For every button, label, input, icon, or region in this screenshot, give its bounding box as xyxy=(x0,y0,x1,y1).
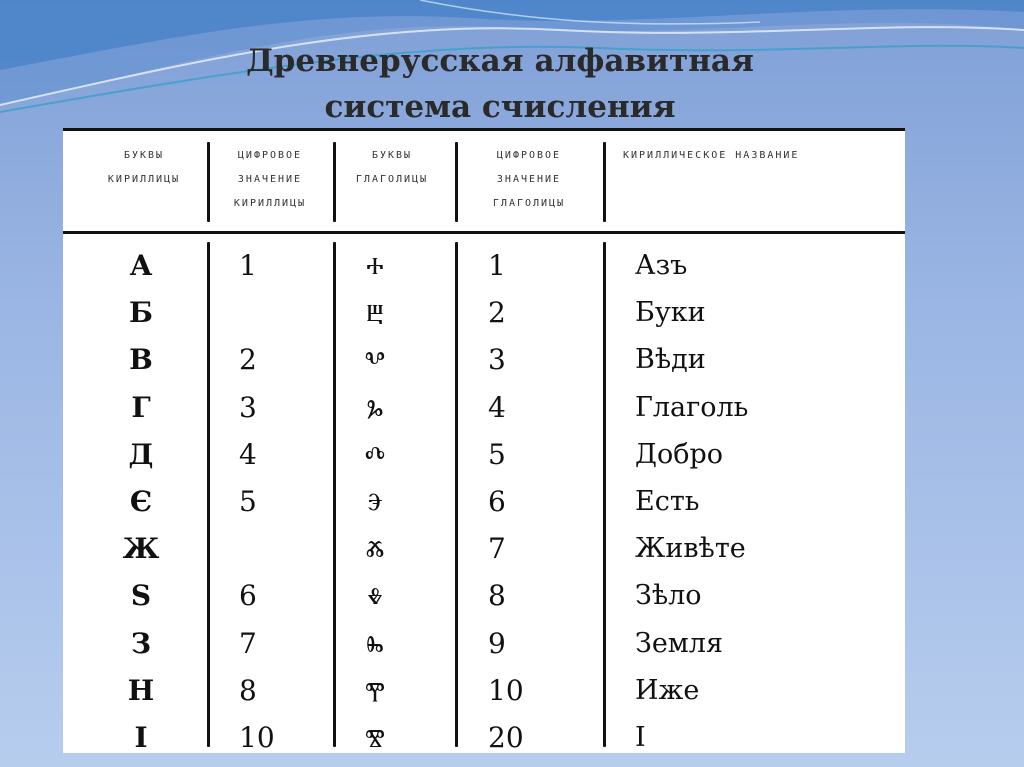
glagolitic-letter: Ⰹ xyxy=(364,676,386,705)
header-glagolitic-letters xyxy=(329,144,455,192)
cyrillic-name: Иже xyxy=(635,674,700,706)
cyrillic-letter: Н xyxy=(127,673,155,707)
glagolitic-letter: Ⰸ xyxy=(366,629,384,658)
cyrillic-name: Азъ xyxy=(635,250,688,281)
cyrillic-letter: Б xyxy=(129,296,153,330)
glagolitic-letter: Ⰴ xyxy=(364,440,386,469)
column-divider xyxy=(207,242,210,747)
header-text: КИРИЛЛИЦЫ xyxy=(233,198,307,209)
cyrillic-name: Буки xyxy=(635,297,706,329)
cyrillic-value: 4 xyxy=(239,437,257,471)
cyrillic-letter: В xyxy=(129,343,153,377)
cyrillic-letter: І xyxy=(134,721,148,754)
cyrillic-value: 7 xyxy=(239,626,257,660)
cyrillic-letter: Ж xyxy=(122,532,160,566)
header-text: БУКВЫ xyxy=(123,150,165,161)
header-text: ГЛАГОЛИЦЫ xyxy=(492,198,566,209)
column-divider xyxy=(603,242,606,747)
glagolitic-letter: Ⰳ xyxy=(366,393,384,422)
cyrillic-value: 5 xyxy=(239,485,257,518)
table-header-rule xyxy=(63,231,905,234)
glagolitic-letter: Ⰷ xyxy=(367,582,383,611)
cyrillic-value: 10 xyxy=(239,721,275,754)
header-text: ЦИФРОВОЕ xyxy=(237,150,303,161)
glagolitic-value: 3 xyxy=(488,343,506,377)
cyrillic-name: Живѣте xyxy=(635,533,746,565)
glagolitic-value: 7 xyxy=(488,532,506,566)
glagolitic-value: 5 xyxy=(488,437,506,471)
header-cyrillic-name xyxy=(623,144,893,168)
cyrillic-letter: Д xyxy=(128,437,154,471)
slide-title xyxy=(0,38,1000,130)
column-divider xyxy=(333,242,336,747)
slide-title-line-2: система счисления xyxy=(324,89,676,125)
cyrillic-letter: А xyxy=(129,249,153,282)
glagolitic-value: 1 xyxy=(488,249,506,282)
cyrillic-name: І xyxy=(635,722,646,753)
glagolitic-value: 20 xyxy=(488,721,524,754)
cyrillic-value: 2 xyxy=(239,343,257,377)
cyrillic-name: Земля xyxy=(635,627,723,659)
cyrillic-name: Вѣди xyxy=(635,344,706,376)
cyrillic-value: 6 xyxy=(239,579,257,613)
glagolitic-value: 8 xyxy=(488,579,506,613)
header-text: КИРИЛЛИЧЕСКОЕ НАЗВАНИЕ xyxy=(623,150,800,161)
cyrillic-letter: З xyxy=(130,626,152,660)
header-text: ЦИФРОВОЕ xyxy=(496,150,562,161)
header-text: ГЛАГОЛИЦЫ xyxy=(355,174,429,185)
glagolitic-value: 2 xyxy=(488,296,506,330)
cyrillic-name: Добро xyxy=(635,438,724,470)
header-text: КИРИЛЛИЦЫ xyxy=(107,174,181,185)
slide-title-line-1: Древнерусская алфавитная xyxy=(246,43,754,79)
glagolitic-letter: Ⰲ xyxy=(364,346,386,375)
glagolitic-value: 4 xyxy=(488,390,506,424)
cyrillic-name: Есть xyxy=(635,486,700,517)
glagolitic-letter: Ⰶ xyxy=(365,535,385,564)
glagolitic-value: 10 xyxy=(488,673,524,707)
header-cyrillic-letters xyxy=(81,144,207,192)
header-glagolitic-value xyxy=(455,144,603,216)
numeral-table xyxy=(63,128,905,753)
glagolitic-value: 6 xyxy=(488,485,506,518)
cyrillic-value: 8 xyxy=(239,673,257,707)
cyrillic-letter: Є xyxy=(129,485,153,518)
glagolitic-letter: Ⰺ xyxy=(364,724,386,752)
glagolitic-letter: Ⰵ xyxy=(367,488,383,516)
header-text: ЗНАЧЕНИЕ xyxy=(237,174,303,185)
column-divider xyxy=(455,242,458,747)
header-text: БУКВЫ xyxy=(371,150,413,161)
cyrillic-value: 1 xyxy=(239,249,257,282)
cyrillic-name: Глаголь xyxy=(635,391,749,423)
cyrillic-value: 3 xyxy=(239,390,257,424)
glagolitic-letter: Ⰰ xyxy=(366,252,384,280)
cyrillic-letter: Г xyxy=(131,390,151,424)
cyrillic-letter: Ѕ xyxy=(130,579,152,613)
header-divider xyxy=(603,142,606,222)
glagolitic-value: 9 xyxy=(488,626,506,660)
table-top-rule xyxy=(63,128,905,131)
header-text: ЗНАЧЕНИЕ xyxy=(496,174,562,185)
header-cyrillic-value xyxy=(207,144,333,216)
glagolitic-letter: Ⰱ xyxy=(366,299,384,328)
cyrillic-name: Зѣло xyxy=(635,580,702,612)
